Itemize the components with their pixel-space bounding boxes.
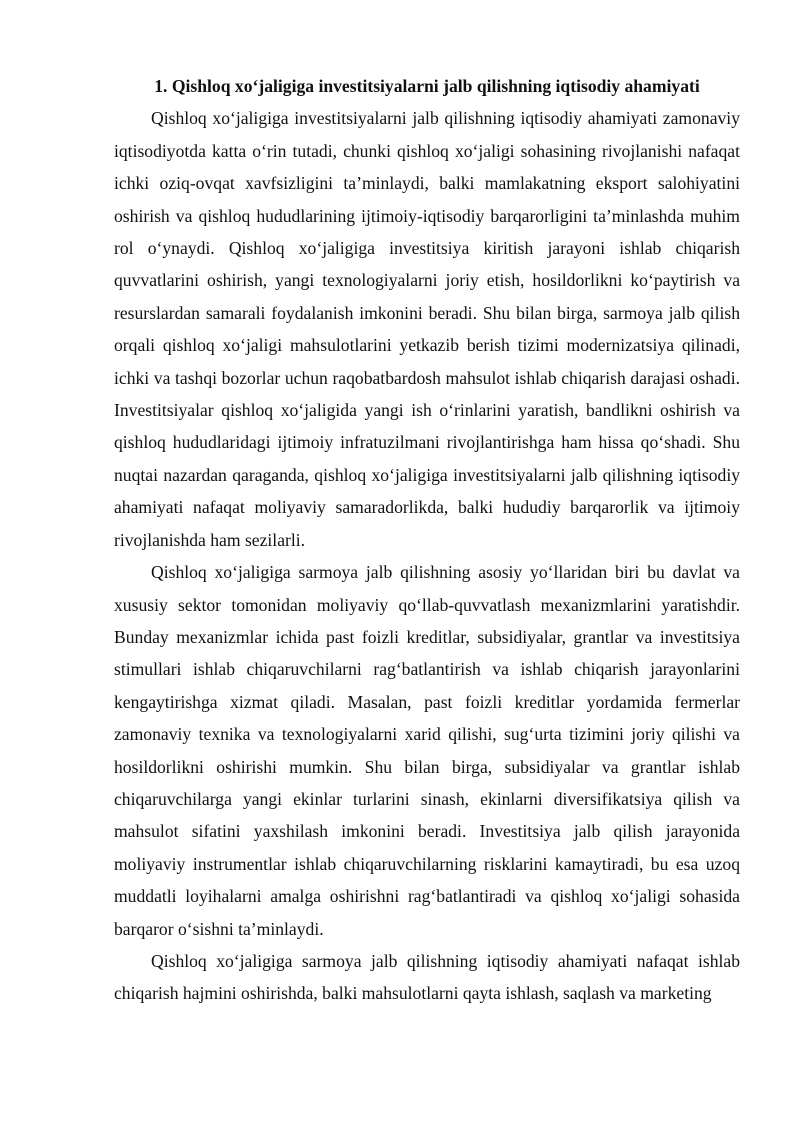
paragraph-financial-support: Qishloq xo‘jaligiga sarmoya jalb qilishning asosiy yo‘llaridan biri bu davlat va xususiy sektor tomonidan moliyaviy qo‘llab-quvvatlash mexanizmlarini yaratishdir. Bunday mexanizmlar ichida past foizli kreditlar, subsidiyalar, grantlar va investitsiya stimullari ishlab chiqaruvchilarni rag‘batlantirish va ishlab chiqarish jarayonlarini kengaytirishga xizmat qiladi. Masalan, past foizli kreditlar yordamida fermerlar zamonaviy texnika va texnologiyalarni xarid qilishi, sug‘urta tizimini joriy qilishi va hosildorlikni oshirishi mumkin. Shu bilan birga, subsidiyalar va grantlar ishlab chiqaruvchilarga yangi ekinlar turlarini sinash, ekinlarni diversifikatsiya qilish va mahsulot sifatini yaxshilash imkonini beradi. Investitsiya jalb qilish jarayonida moliyaviy instrumentlar ishlab chiqaruvchilarning risklarini kamaytiradi, bu esa uzoq muddatli loyihalarni amalga oshirishni rag‘batlantiradi va qishloq xo‘jaligi sohasida barqaror o‘sishni ta’minlaydi. [114, 562, 740, 939]
paragraph-economic-significance: Qishloq xo‘jaligiga sarmoya jalb qilishning iqtisodiy ahamiyati nafaqat ishlab chiqarish hajmini oshirishda, balki mahsulotlarni qayta ishlash, saqlash va marketing [114, 950, 740, 1004]
section-heading: 1. Qishloq xo‘jaligiga investitsiyalarni jalb qilishning iqtisodiy ahamiyati [154, 76, 700, 96]
document-page [114, 70, 740, 1010]
paragraph-investment-importance: Qishloq xo‘jaligiga investitsiyalarni jalb qilishning iqtisodiy ahamiyati zamonaviy iqtisodiyotda katta o‘rin tutadi, chunki qishloq xo‘jaligi sohasining rivojlanishi nafaqat ichki oziq-ovqat xavfsizligini ta’minlaydi, balki mamlakatning eksport salohiyatini oshirish va qishloq hududlarining ijtimoiy-iqtisodiy barqarorligini ta’minlashda muhim rol o‘ynaydi. Qishloq xo‘jaligiga investitsiya kiritish jarayoni ishlab chiqarish quvvatlarini oshirish, yangi texnologiyalarni joriy etish, hosildorlikni ko‘paytirish va resurslardan samarali foydalanish imkonini beradi. Shu bilan birga, sarmoya jalb qilish orqali qishloq xo‘jaligi mahsulotlarini yetkazib berish tizimi modernizatsiya qilinadi, ichki va tashqi bozorlar uchun raqobatbardosh mahsulot ishlab chiqarish darajasi oshadi. Investitsiyalar qishloq xo‘jaligida yangi ish o‘rinlarini yaratish, bandlikni oshirish va qishloq hududlaridagi ijtimoiy infratuzilmani rivojlantirishga ham hissa qo‘shadi. Shu nuqtai nazardan qaraganda, qishloq xo‘jaligiga investitsiyalarni jalb qilishning iqtisodiy ahamiyati nafaqat moliyaviy samaradorlikda, balki hududiy barqarorlik va ijtimoiy rivojlanishda ham sezilarli. [114, 108, 740, 550]
